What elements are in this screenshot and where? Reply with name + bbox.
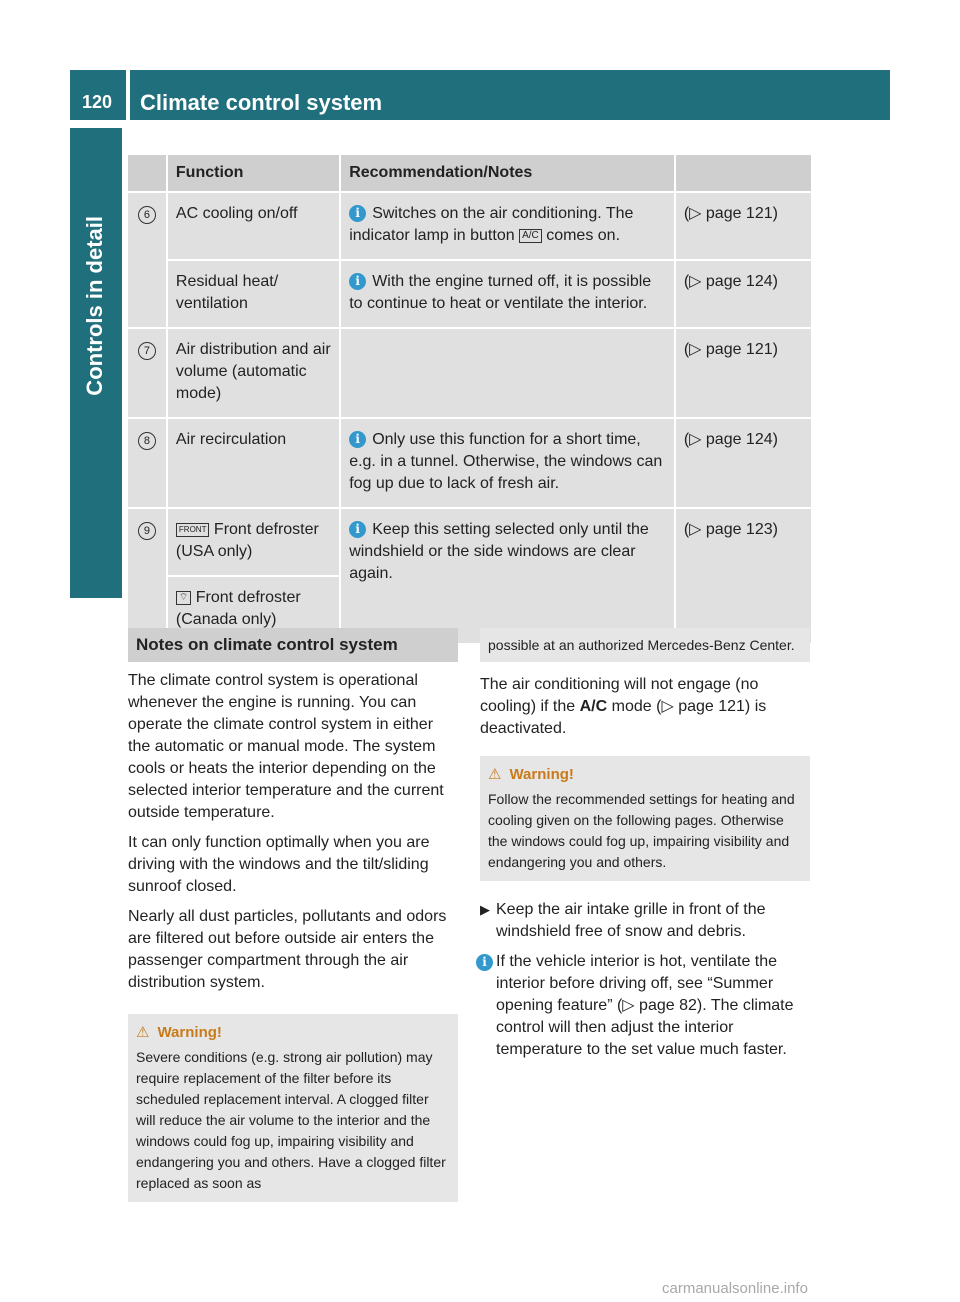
item-number-icon: 9 bbox=[138, 522, 156, 540]
header-ref bbox=[676, 155, 811, 193]
warning-text: Severe conditions (e.g. strong air pollution) may require replacement of the filter before its scheduled replacement interval. A clogged filter will reduce the air volume to the interior and the windows could fog up, impairing visibility and endangering you and others. Have a clogged filter replaced as soon as bbox=[136, 1049, 446, 1191]
sidebar-block bbox=[70, 128, 122, 198]
info-icon: i bbox=[349, 205, 366, 222]
function-cell: Residual heat/ ventilation bbox=[168, 261, 341, 329]
warning-triangle-icon: ⚠ bbox=[136, 1024, 150, 1041]
page-header bbox=[70, 70, 890, 120]
item-number-icon: 7 bbox=[138, 342, 156, 360]
warning-triangle-icon: ⚠ bbox=[488, 766, 502, 783]
paragraph: Nearly all dust particles, pollutants and odors are filtered out before outside air enters the passenger compartment through the air distribution system. bbox=[128, 908, 447, 991]
page-ref: (▷ page 124) bbox=[676, 261, 811, 329]
table-header-row bbox=[128, 155, 811, 193]
notes-cell: i Only use this function for a short time, e.g. in a tunnel. Otherwise, the windows can fog up due to lack of fresh air. bbox=[341, 419, 676, 509]
paragraph: The air conditioning will not engage (no cooling) if the A/C mode (▷ page 121) is deactivated. bbox=[480, 676, 767, 737]
function-cell: Air recirculation bbox=[168, 419, 341, 509]
info-icon: i bbox=[349, 521, 366, 538]
warning-box bbox=[128, 1014, 458, 1202]
info-icon: i bbox=[349, 273, 366, 290]
front-defroster-icon: FRONT bbox=[176, 523, 210, 537]
page-ref: (▷ page 121) bbox=[676, 329, 811, 419]
page-title: Climate control system bbox=[140, 90, 383, 115]
header-function: Function bbox=[168, 155, 341, 193]
info-icon: i bbox=[476, 954, 493, 971]
warning-title: Warning! bbox=[509, 766, 574, 783]
function-table bbox=[128, 155, 811, 645]
step-arrow-icon: ▶ bbox=[480, 902, 490, 917]
paragraph: It can only function optimally when you are driving with the windows and the tilt/sliding sunroof closed. bbox=[128, 834, 430, 895]
notes-cell: i Switches on the air conditioning. The indicator lamp in button A/C comes on. bbox=[341, 193, 676, 261]
paragraph: The climate control system is operational whenever the engine is running. You can operate the climate control system in either the automatic or manual mode. The system cools or heats the interior depending on the selected interior temperature and the current outside temperature. bbox=[128, 672, 444, 821]
function-cell: Air distribution and air volume (automatic mode) bbox=[168, 329, 341, 419]
right-column bbox=[480, 628, 810, 1069]
page-ref: (▷ page 121) bbox=[676, 193, 811, 261]
header-divider bbox=[126, 70, 130, 120]
info-note: i If the vehicle interior is hot, ventilate the interior before driving off, see “Summer opening feature” (▷ page 82). The climate control will then adjust the interior temperature to the set value much faster. bbox=[480, 951, 810, 1061]
table-row bbox=[128, 193, 811, 261]
table-row bbox=[128, 329, 811, 419]
ac-button-icon: A/C bbox=[519, 229, 542, 243]
header-notes: Recommendation/Notes bbox=[341, 155, 676, 193]
notes-cell: i Keep this setting selected only until the windshield or the side windows are clear again. bbox=[341, 509, 676, 645]
table-row bbox=[128, 261, 811, 329]
page-ref: (▷ page 123) bbox=[676, 509, 811, 645]
function-cell: AC cooling on/off bbox=[168, 193, 341, 261]
notes-cell: i With the engine turned off, it is possible to continue to heat or ventilate the interior. bbox=[341, 261, 676, 329]
left-column bbox=[128, 628, 458, 1202]
section-label: Controls in detail bbox=[82, 216, 107, 396]
function-cell: FRONT Front defroster (USA only) bbox=[168, 509, 341, 577]
warning-box bbox=[480, 756, 810, 881]
sidebar-tab bbox=[70, 198, 122, 598]
section-heading: Notes on climate control system bbox=[128, 628, 458, 662]
table-row bbox=[128, 419, 811, 509]
instruction-step: ▶ Keep the air intake grille in front of the windshield free of snow and debris. bbox=[480, 901, 766, 940]
info-icon: i bbox=[349, 431, 366, 448]
table-row bbox=[128, 509, 811, 577]
warning-text: Follow the recommended settings for heating and cooling given on the following pages. Otherwise the windows could fog up, impairing visibility and endangering you and others. bbox=[488, 791, 795, 870]
notes-cell bbox=[341, 329, 676, 419]
page-ref: (▷ page 124) bbox=[676, 419, 811, 509]
function-cell: ⌔ Front defroster (Canada only) bbox=[168, 577, 341, 645]
warning-continued: possible at an authorized Mercedes-Benz Center. bbox=[480, 628, 810, 662]
defroster-icon: ⌔ bbox=[176, 591, 191, 605]
warning-title: Warning! bbox=[157, 1024, 222, 1041]
page-number: 120 bbox=[82, 92, 113, 112]
item-number-icon: 8 bbox=[138, 432, 156, 450]
watermark: carmanualsonline.info bbox=[662, 1280, 808, 1297]
item-number-icon: 6 bbox=[138, 206, 156, 224]
